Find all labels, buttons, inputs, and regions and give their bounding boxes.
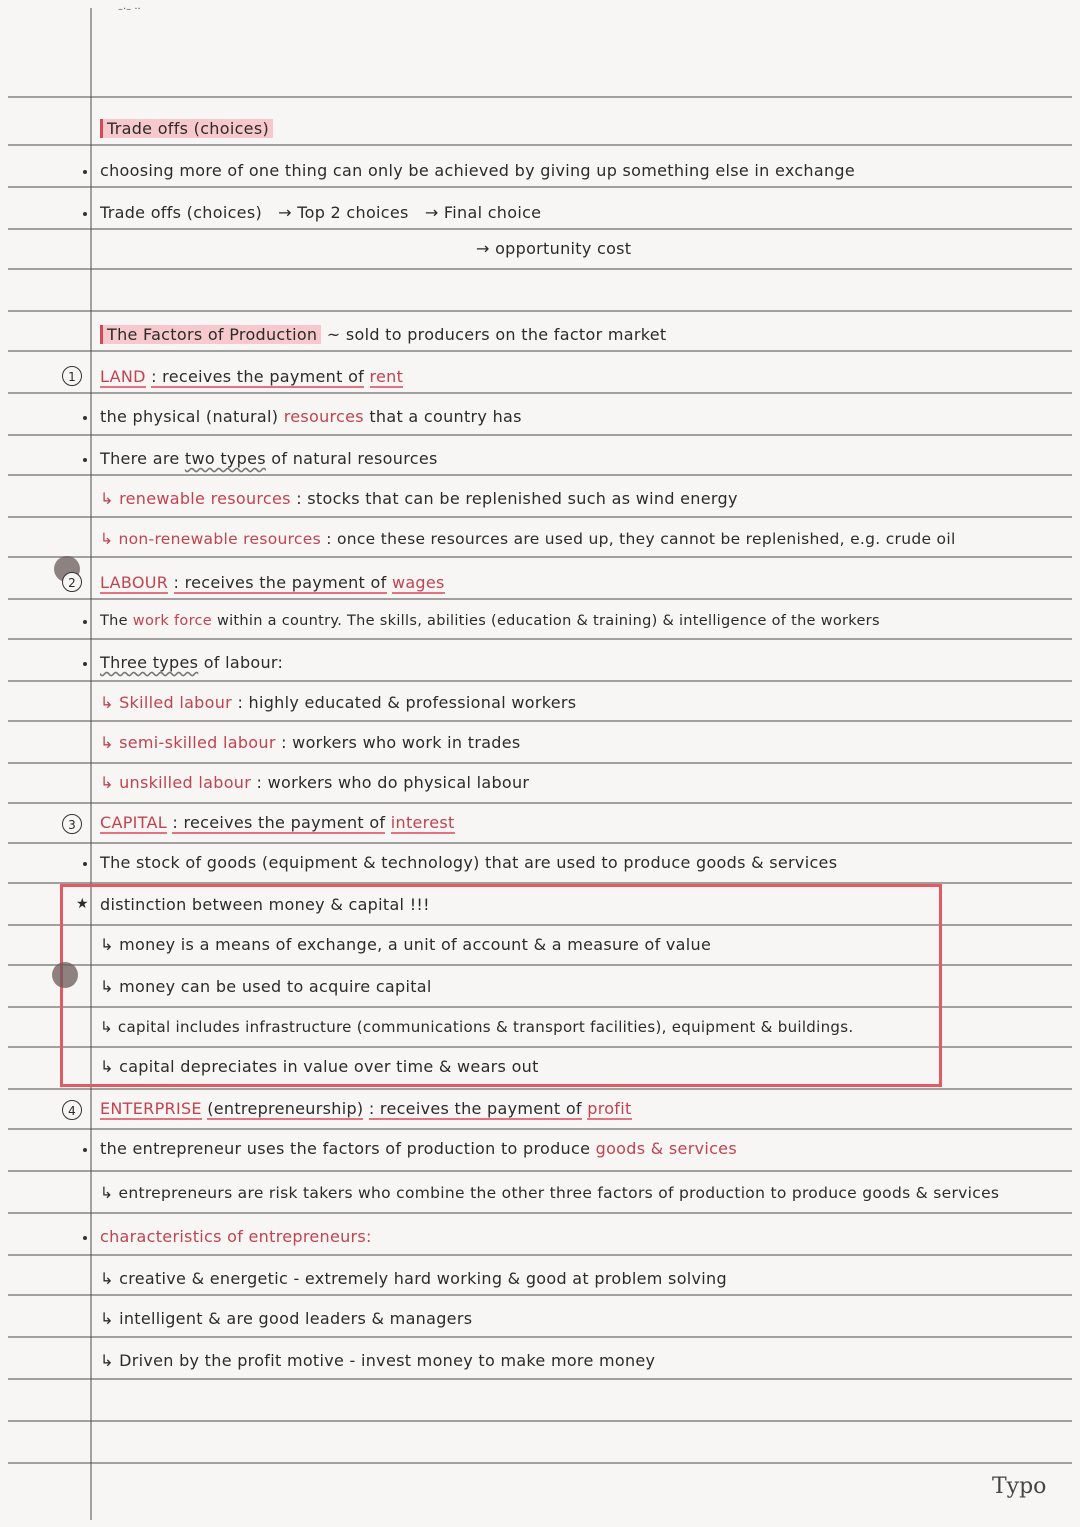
ruled-line xyxy=(8,186,1072,188)
enterprise-payment: profit xyxy=(587,1099,632,1118)
bullet-dot xyxy=(83,212,87,216)
ruled-line xyxy=(8,762,1072,764)
land-desc xyxy=(100,406,522,428)
bullet-dot xyxy=(83,862,87,866)
labour-desc-work-force: work force xyxy=(132,613,213,629)
characteristic-2: ↳ intelligent & are good leaders & managers xyxy=(100,1309,473,1328)
ruled-line xyxy=(8,556,1072,558)
unskilled-row xyxy=(100,772,529,794)
number-circle: 4 xyxy=(62,1100,82,1120)
factors-heading: The Factors of Production xyxy=(100,325,321,344)
semi-skilled-row xyxy=(100,732,521,754)
capital-payment: interest xyxy=(390,813,455,832)
ruled-line xyxy=(8,842,1072,844)
flow-opportunity-cost: → opportunity cost xyxy=(476,239,632,258)
ruled-line xyxy=(8,720,1072,722)
ruled-line xyxy=(8,802,1072,804)
bullet-dot xyxy=(83,662,87,666)
labour-types xyxy=(100,652,283,674)
enterprise-desc-prefix: the entrepreneur uses the factors of production to produce xyxy=(100,1139,591,1158)
top-mark: –·– ·· xyxy=(118,4,141,15)
ruled-line xyxy=(8,474,1072,476)
ruled-line xyxy=(8,1254,1072,1256)
labour-desc xyxy=(100,610,880,632)
ruled-line xyxy=(8,1294,1072,1296)
star-icon: ★ xyxy=(76,896,89,912)
bullet-dot xyxy=(83,1148,87,1152)
labour-desc-prefix: The xyxy=(100,613,128,629)
land-types xyxy=(100,448,438,470)
ruled-line xyxy=(8,228,1072,230)
skilled-row xyxy=(100,692,576,714)
enterprise-desc xyxy=(100,1138,737,1160)
non-renewable-desc: : once these resources are used up, they cannot be replenished, e.g. crude oil xyxy=(326,530,956,548)
land-desc-resources: resources xyxy=(283,407,364,426)
land-types-wavy: two types xyxy=(184,449,266,468)
enterprise-label-paren: (entrepreneurship) xyxy=(207,1099,364,1118)
ruled-line xyxy=(8,96,1072,98)
box-line-2: ↳ money can be used to acquire capital xyxy=(100,977,432,996)
non-renewable-row xyxy=(100,528,956,550)
unskilled-label: ↳ unskilled labour xyxy=(100,773,252,792)
land-payment-prefix: : receives the payment of xyxy=(151,367,365,386)
ruled-line xyxy=(8,310,1072,312)
skilled-desc: : highly educated & professional workers xyxy=(237,693,577,712)
land-desc-prefix: the physical (natural) xyxy=(100,407,279,426)
renewable-label: ↳ renewable resources xyxy=(100,489,291,508)
ruled-line xyxy=(8,434,1072,436)
trade-offs-heading-row xyxy=(100,118,273,140)
ruled-line xyxy=(8,1212,1072,1214)
labour-payment: wages xyxy=(391,573,445,592)
renewable-row xyxy=(100,488,738,510)
land-label: LAND xyxy=(100,367,146,386)
characteristic-1: ↳ creative & energetic - extremely hard working & good at problem solving xyxy=(100,1269,727,1288)
bullet-dot xyxy=(83,458,87,462)
labour-types-suffix: of labour: xyxy=(203,653,284,672)
capital-label: CAPITAL xyxy=(100,813,167,832)
semi-skilled-label: ↳ semi-skilled labour xyxy=(100,733,276,752)
bullet-dot xyxy=(83,170,87,174)
non-renewable-label: ↳ non-renewable resources xyxy=(100,530,321,548)
ruled-line xyxy=(8,516,1072,518)
land-types-prefix: There are xyxy=(100,449,180,468)
characteristics-heading: characteristics of entrepreneurs: xyxy=(100,1227,372,1246)
ruled-line xyxy=(8,350,1072,352)
box-line-3: ↳ capital includes infrastructure (communications & transport facilities), equipment & buildings. xyxy=(100,1018,854,1036)
land-types-suffix: of natural resources xyxy=(271,449,438,468)
ruled-line xyxy=(8,1336,1072,1338)
unskilled-desc: : workers who do physical labour xyxy=(256,773,530,792)
land-row xyxy=(100,366,403,388)
trade-offs-flow xyxy=(100,202,541,224)
labour-payment-prefix: : receives the payment of xyxy=(173,573,387,592)
bullet-dot xyxy=(83,1236,87,1240)
typo-watermark: Typo xyxy=(992,1474,1047,1499)
capital-row xyxy=(100,812,455,834)
renewable-desc: : stocks that can be replenished such as wind energy xyxy=(296,489,738,508)
ink-blot xyxy=(52,962,78,988)
box-line-4: ↳ capital depreciates in value over time & wears out xyxy=(100,1057,539,1076)
ruled-line xyxy=(8,638,1072,640)
number-circle: 1 xyxy=(62,366,82,386)
factors-subtitle: ~ sold to producers on the factor market xyxy=(326,325,667,344)
ruled-line xyxy=(8,1170,1072,1172)
box-line-1: ↳ money is a means of exchange, a unit of account & a measure of value xyxy=(100,935,712,954)
trade-offs-heading: Trade offs (choices) xyxy=(100,119,273,138)
flow-final-choice: → Final choice xyxy=(424,203,542,222)
land-payment: rent xyxy=(369,367,404,386)
ruled-line xyxy=(8,144,1072,146)
land-desc-suffix: that a country has xyxy=(369,407,522,426)
labour-label: LABOUR xyxy=(100,573,169,592)
ruled-line xyxy=(8,680,1072,682)
ruled-line xyxy=(8,1462,1072,1464)
enterprise-desc-goods: goods & services xyxy=(595,1139,737,1158)
factors-heading-row xyxy=(100,324,666,346)
enterprise-row xyxy=(100,1098,632,1120)
labour-types-wavy: Three types xyxy=(100,653,199,672)
ruled-line xyxy=(8,1378,1072,1380)
ruled-line xyxy=(8,1420,1072,1422)
ruled-line xyxy=(8,392,1072,394)
labour-desc-suffix: within a country. The skills, abilities (education & training) & intelligence of the workers xyxy=(216,613,880,629)
box-title: distinction between money & capital !!! xyxy=(100,895,430,914)
bullet-dot xyxy=(83,620,87,624)
skilled-label: ↳ Skilled labour xyxy=(100,693,233,712)
flow-top-choices: → Top 2 choices xyxy=(278,203,409,222)
enterprise-label: ENTERPRISE xyxy=(100,1099,202,1118)
ruled-line xyxy=(8,268,1072,270)
ruled-line xyxy=(8,1088,1072,1090)
ruled-line xyxy=(8,598,1072,600)
trade-offs-definition: choosing more of one thing can only be achieved by giving up something else in exchange xyxy=(100,161,855,180)
capital-payment-prefix: : receives the payment of xyxy=(172,813,386,832)
number-circle: 3 xyxy=(62,814,82,834)
number-circle: 2 xyxy=(62,572,82,592)
ruled-line xyxy=(8,1128,1072,1130)
characteristic-3: ↳ Driven by the profit motive - invest money to make more money xyxy=(100,1351,656,1370)
capital-desc: The stock of goods (equipment & technology) that are used to produce goods & services xyxy=(100,853,838,872)
bullet-dot xyxy=(83,416,87,420)
enterprise-payment-prefix: : receives the payment of xyxy=(368,1099,582,1118)
flow-trade-offs: Trade offs (choices) xyxy=(100,203,262,222)
enterprise-risk: ↳ entrepreneurs are risk takers who combine the other three factors of production to produce goods & services xyxy=(100,1184,1000,1202)
semi-skilled-desc: : workers who work in trades xyxy=(281,733,521,752)
labour-row xyxy=(100,572,445,594)
